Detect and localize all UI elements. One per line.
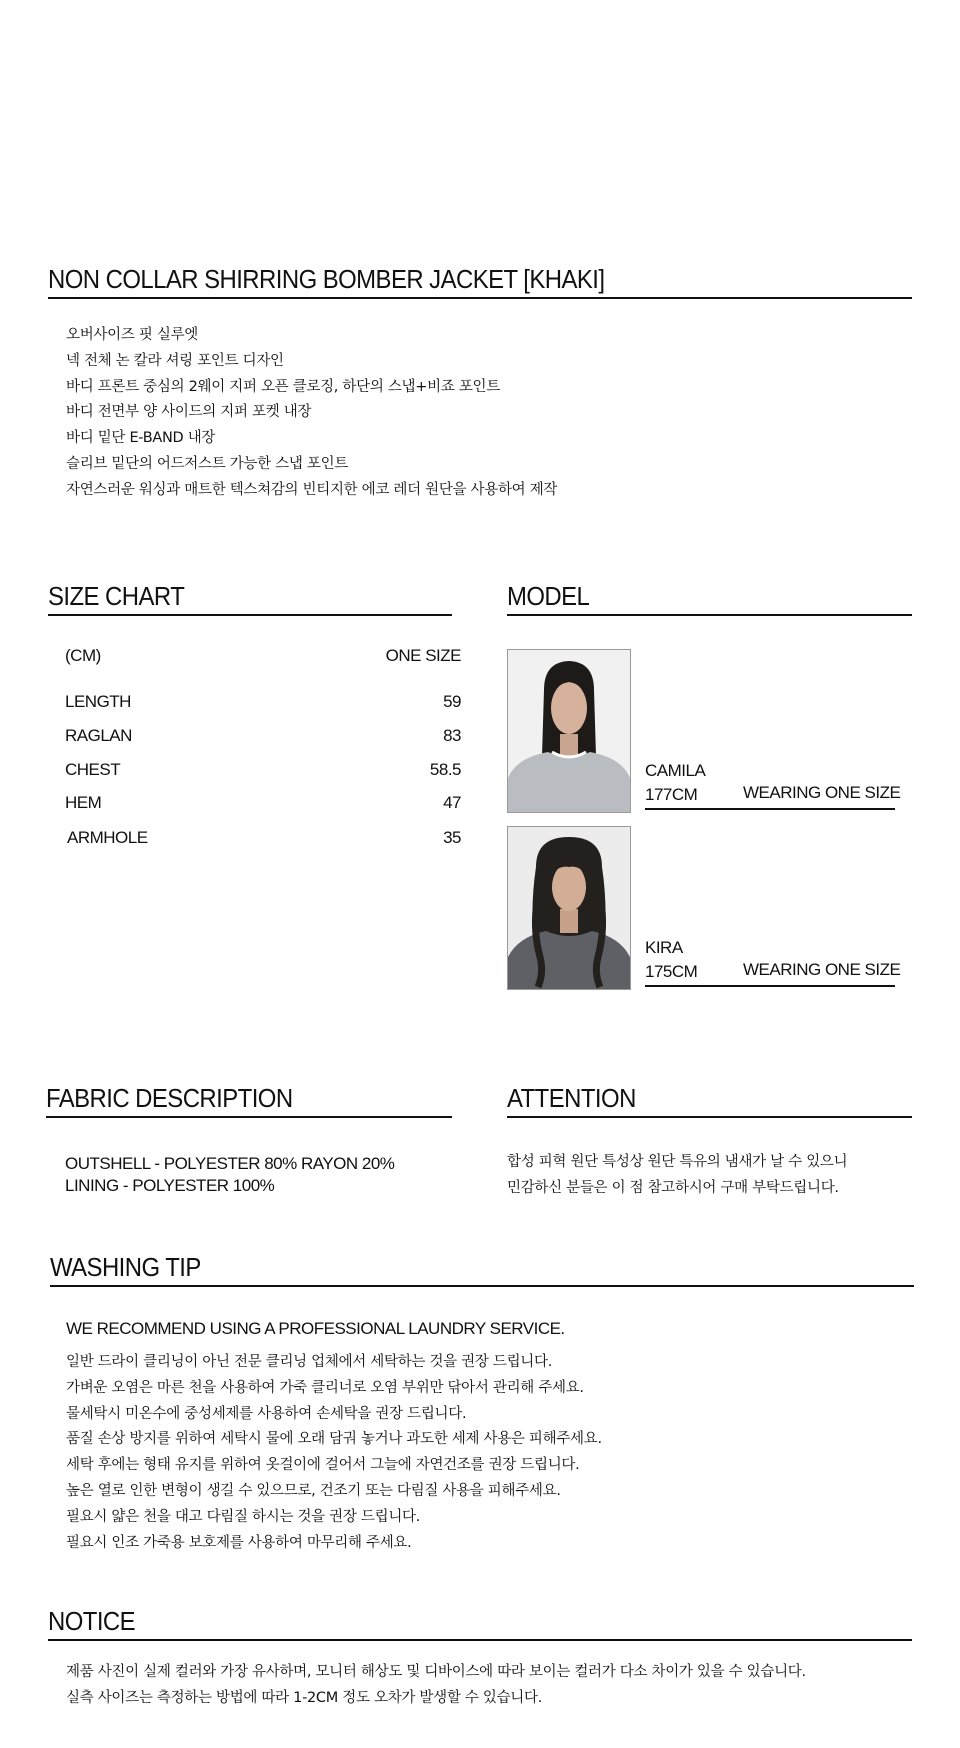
fabric-heading: FABRIC DESCRIPTION xyxy=(46,1083,293,1113)
model-name: KIRA xyxy=(645,938,683,957)
size-label: ONE SIZE xyxy=(385,646,461,665)
model-photo-illustration xyxy=(508,650,630,812)
fabric-lining: LINING - POLYESTER 100% xyxy=(65,1176,275,1195)
size-chart-header xyxy=(65,646,461,676)
washing-item: 세탁 후에는 형태 유지를 위하여 옷걸이에 걸어서 그늘에 자연건조를 권장 드립니다. xyxy=(66,1457,580,1474)
model-divider xyxy=(507,614,912,616)
measure-label: LENGTH xyxy=(65,692,131,711)
feature-item: 바디 밑단 E-BAND 내장 xyxy=(66,430,216,447)
feature-item: 바디 전면부 양 사이드의 지퍼 포켓 내장 xyxy=(66,404,312,421)
feature-item: 오버사이즈 핏 실루엣 xyxy=(66,327,198,343)
feature-item: 자연스러운 워싱과 매트한 텍스쳐감의 빈티지한 에코 레더 원단을 사용하여 제작 xyxy=(66,481,558,498)
model-photo xyxy=(507,826,631,990)
model-name: CAMILA xyxy=(645,761,706,780)
feature-item: 바디 프론트 중심의 2웨이 지퍼 오픈 클로징, 하단의 스냅+비죠 포인트 xyxy=(66,378,500,395)
model-divider xyxy=(645,985,895,987)
measure-label: ARMHOLE xyxy=(67,828,148,847)
model-wearing: WEARING ONE SIZE xyxy=(743,783,901,802)
notice-line: 제품 사진이 실제 컬러와 가장 유사하며, 모니터 해상도 및 디바이스에 따라 보이는 컬러가 다소 차이가 있을 수 있습니다. xyxy=(66,1664,806,1680)
washing-heading: WASHING TIP xyxy=(50,1252,201,1282)
measure-label: HEM xyxy=(65,793,102,812)
size-row xyxy=(65,726,461,756)
attention-heading: ATTENTION xyxy=(507,1083,636,1113)
model-divider xyxy=(645,808,895,810)
attention-text xyxy=(507,1150,847,1202)
attention-line: 합성 피혁 원단 특성상 원단 특유의 냄새가 날 수 있으니 xyxy=(507,1154,848,1170)
measure-value: 58.5 xyxy=(429,760,461,779)
washing-item: 가벼운 오염은 마른 천을 사용하여 가죽 클리너로 오염 부위만 닦아서 관리해 주세요. xyxy=(66,1379,584,1396)
washing-item: 품질 손상 방지를 위하여 세탁시 물에 오래 담궈 놓거나 과도한 세제 사용은 피해주세요. xyxy=(66,1431,602,1448)
model-heading: MODEL xyxy=(507,581,590,611)
unit-label: (CM) xyxy=(65,646,101,665)
washing-list xyxy=(66,1350,602,1556)
model-height: 177CM xyxy=(645,785,698,804)
attention-line: 민감하신 분들은 이 점 참고하시어 구매 부탁드립니다. xyxy=(507,1179,839,1196)
measure-value: 35 xyxy=(443,828,461,847)
washing-item: 물세탁시 미온수에 중성세제를 사용하여 손세탁을 권장 드립니다. xyxy=(66,1405,467,1422)
measure-label: CHEST xyxy=(65,760,121,779)
size-row xyxy=(65,793,461,823)
size-chart-heading: SIZE CHART xyxy=(48,581,185,611)
washing-item: 일반 드라이 클리닝이 아닌 전문 클리닝 업체에서 세탁하는 것을 권장 드립니다. xyxy=(66,1354,553,1370)
model-height: 175CM xyxy=(645,962,698,981)
washing-divider xyxy=(50,1285,914,1287)
size-row xyxy=(65,760,461,790)
feature-item: 슬리브 밑단의 어드저스트 가능한 스냅 포인트 xyxy=(66,455,348,472)
measure-value: 47 xyxy=(443,793,461,812)
model-wearing: WEARING ONE SIZE xyxy=(743,960,901,979)
notice-divider xyxy=(48,1639,912,1641)
feature-list xyxy=(66,323,557,504)
feature-item: 넥 전체 논 칼라 셔링 포인트 디자인 xyxy=(66,352,284,369)
notice-heading: NOTICE xyxy=(48,1606,136,1636)
title-divider xyxy=(48,297,912,299)
model-photo xyxy=(507,649,631,813)
washing-intro: WE RECOMMEND USING A PROFESSIONAL LAUNDRY SERVICE. xyxy=(66,1319,565,1338)
size-chart-divider xyxy=(48,614,452,616)
size-row xyxy=(65,692,461,722)
measure-value: 83 xyxy=(443,726,461,745)
measure-value: 59 xyxy=(443,692,461,711)
washing-item: 필요시 얇은 천을 대고 다림질 하시는 것을 권장 드립니다. xyxy=(66,1508,421,1525)
fabric-outshell: OUTSHELL - POLYESTER 80% RAYON 20% xyxy=(65,1154,395,1173)
size-row xyxy=(65,828,461,858)
fabric-divider xyxy=(46,1116,452,1118)
attention-divider xyxy=(507,1116,912,1118)
model-photo-illustration xyxy=(508,827,630,989)
washing-item: 필요시 인조 가죽용 보호제를 사용하여 마무리해 주세요. xyxy=(66,1534,412,1551)
product-title: NON COLLAR SHIRRING BOMBER JACKET [KHAKI] xyxy=(48,264,605,294)
washing-item: 높은 열로 인한 변형이 생길 수 있으므로, 건조기 또는 다림질 사용을 피해주세요. xyxy=(66,1482,561,1499)
measure-label: RAGLAN xyxy=(65,726,132,745)
notice-text xyxy=(66,1660,806,1712)
notice-line: 실측 사이즈는 측정하는 방법에 따라 1-2CM 정도 오차가 발생할 수 있습니다. xyxy=(66,1689,543,1706)
